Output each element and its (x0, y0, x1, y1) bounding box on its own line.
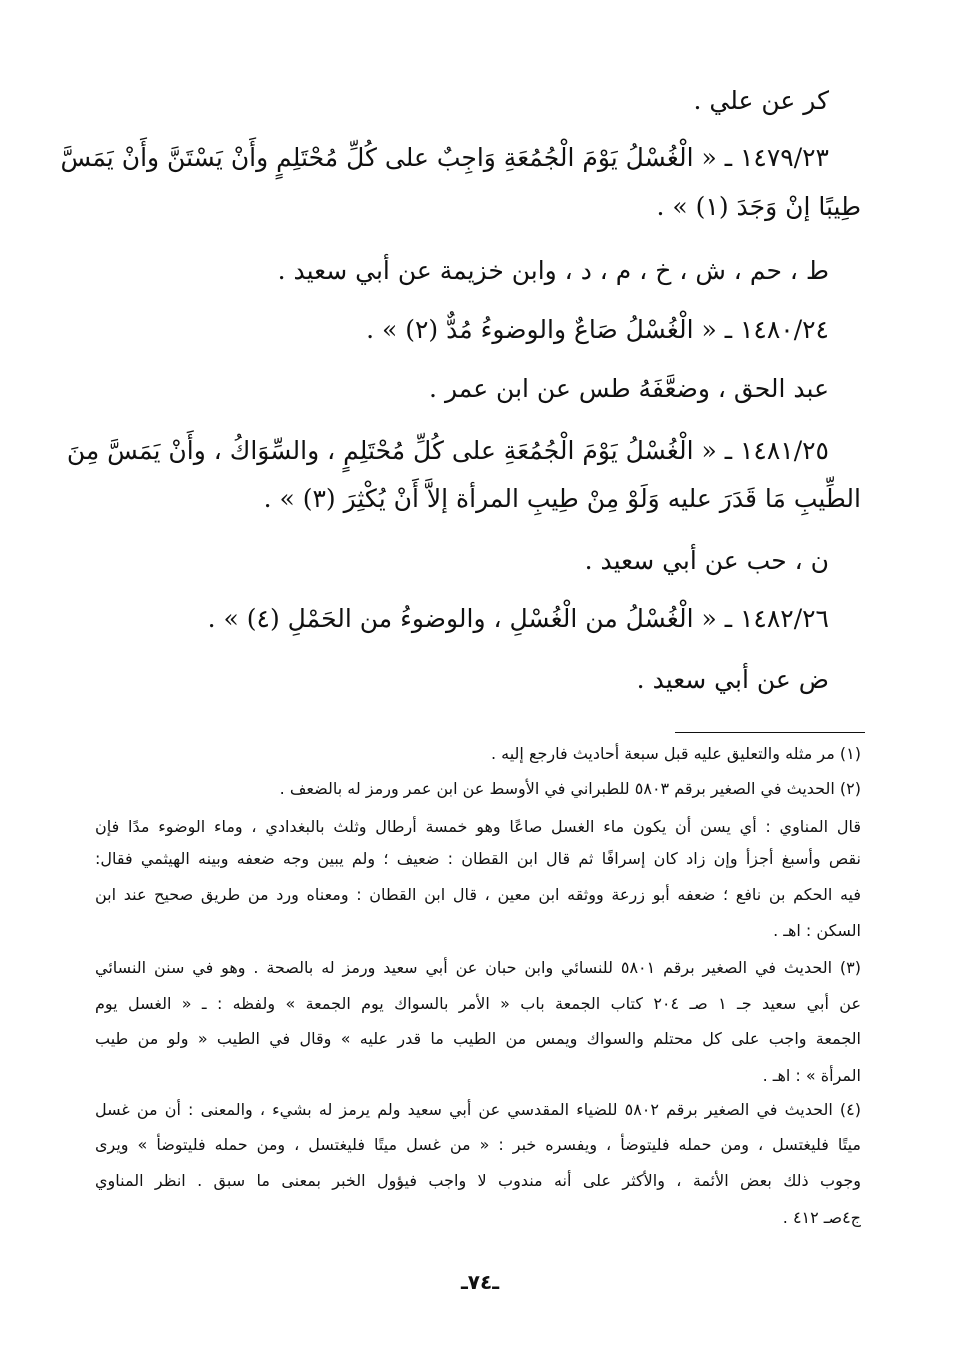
hadith-1481-sources: ن ، حب عن أبي سعيد . (584, 546, 829, 575)
footnote-4-line-1: (٤) الحديث في الصغير برقم ٥٨٠٢ للضياء المقدسي عن أبي سعيد ولم يرمز له بشيء ، والمعنى : أن من غسل (95, 1100, 861, 1119)
footnote-4-line-4: ج٤صـ ٤١٢ . (782, 1208, 861, 1227)
footnote-1: (١) مر مثله والتعليق عليه قبل سبعة أحاديث فارجع إليه . (490, 744, 861, 763)
footnote-separator (675, 732, 865, 733)
footnote-3-line-2: عن أبي سعيد جـ ١ صـ ٢٠٤ كتاب الجمعة باب « الأمر بالسواك يوم الجمعة » ولفظه : ـ « الغسل يوم (95, 994, 861, 1013)
body-line-continuation: كر عن علي . (693, 86, 829, 115)
hadith-1480-sources: عبد الحق ، وضعَّفَهُ طس عن ابن عمر . (429, 374, 829, 403)
footnote-2-commentary-line-2: نقص وأسبغ أجزأ وإن زاد كان إسرافًا ثم قال ابن القطان : ضعيف ؛ ولم يبين وجه ضعفه وبينه الهيثمي فقال: (95, 849, 861, 868)
footnote-2: (٢) الحديث في الصغير برقم ٥٨٠٣ للطبراني في الأوسط عن ابن عمر ورمز له بالضعف . (279, 779, 861, 798)
footnote-3-line-4: المرأة » : اهـ . (762, 1066, 861, 1085)
footnote-2-commentary-line-1: قال المناوي : أي يسن أن يكون ماء الغسل صاعًا وهو خمسة أرطال وثلث بالبغدادي ، وماء الوضوء مدًا فإن (95, 817, 861, 836)
hadith-1481-line-2: الطِّيبِ مَا قَدَرَ عليه وَلَوْ مِنْ طِيبِ المرأة إلاَّ أَنْ يُكْثِرَ (٣) » . (263, 484, 861, 513)
footnote-2-commentary-line-3: فيه الحكم بن نافع ؛ ضعفه أبو زرعة ووثقه ابن معين ، قال ابن القطان : ومعناه ورد من طريق صحيح عند ابن (95, 885, 861, 904)
footnote-2-commentary-line-4: السكن : اهـ . (773, 921, 861, 940)
hadith-1482: ١٤٨٢/٢٦ ـ « الْغُسْلُ من الْغُسْلِ ، والوضوءُ من الحَمْلِ (٤) » . (207, 604, 829, 633)
hadith-1481-line-1: ١٤٨١/٢٥ ـ « الْغُسْلُ يَوْمَ الْجُمُعَةِ على كُلِّ مُحْتَلِمٍ ، والسِّوَاكُ ، وأَنْ يَمَسَّ مِنَ (66, 436, 829, 465)
hadith-1479-line-2: طِيبًا إنْ وَجَدَ (١) » . (656, 192, 861, 221)
page-number: ـ٧٤ـ (460, 1270, 500, 1294)
footnote-3-line-3: الجمعة واجب على كل محتلم والسواك ويمس من الطيب ما قدر عليه » وقال في الطيب « ولو من طيب (95, 1029, 861, 1048)
hadith-1479-sources: ط ، حم ، ش ، خ ، م ، د ، وابن خزيمة عن أبي سعيد . (277, 256, 829, 285)
footnote-4-line-3: وجوب ذلك بعض الأئمة ، والأكثر على أنه مندوب لا واجب فيؤول الخبر بمعنى ما سبق . انظر المناوي (95, 1171, 861, 1190)
footnote-4-line-2: ميتًا فليغتسل ، ومن حمله فليتوضأ ، ويفسره خبر : « من غسل ميتًا فليغتسل ، ومن حمله فليتوضأ » ويرى (95, 1135, 861, 1154)
footnote-3-line-1: (٣) الحديث في الصغير برقم ٥٨٠١ للنسائي وابن حبان عن أبي سعيد ورمز له بالصحة . وهو في سنن النسائي (95, 958, 862, 977)
hadith-1482-sources: ض عن أبي سعيد . (636, 665, 829, 694)
hadith-1479-line-1: ١٤٧٩/٢٣ ـ « الْغُسْلُ يَوْمَ الْجُمُعَةِ وَاجِبٌ على كُلِّ مُحْتَلِمٍ وأَنْ يَسْتَنَّ وأَنْ يَمَسَّ (60, 143, 829, 172)
hadith-1480: ١٤٨٠/٢٤ ـ « الْغُسْلُ صَاعٌ والوضوءُ مُدٌّ (٢) » . (366, 315, 829, 344)
